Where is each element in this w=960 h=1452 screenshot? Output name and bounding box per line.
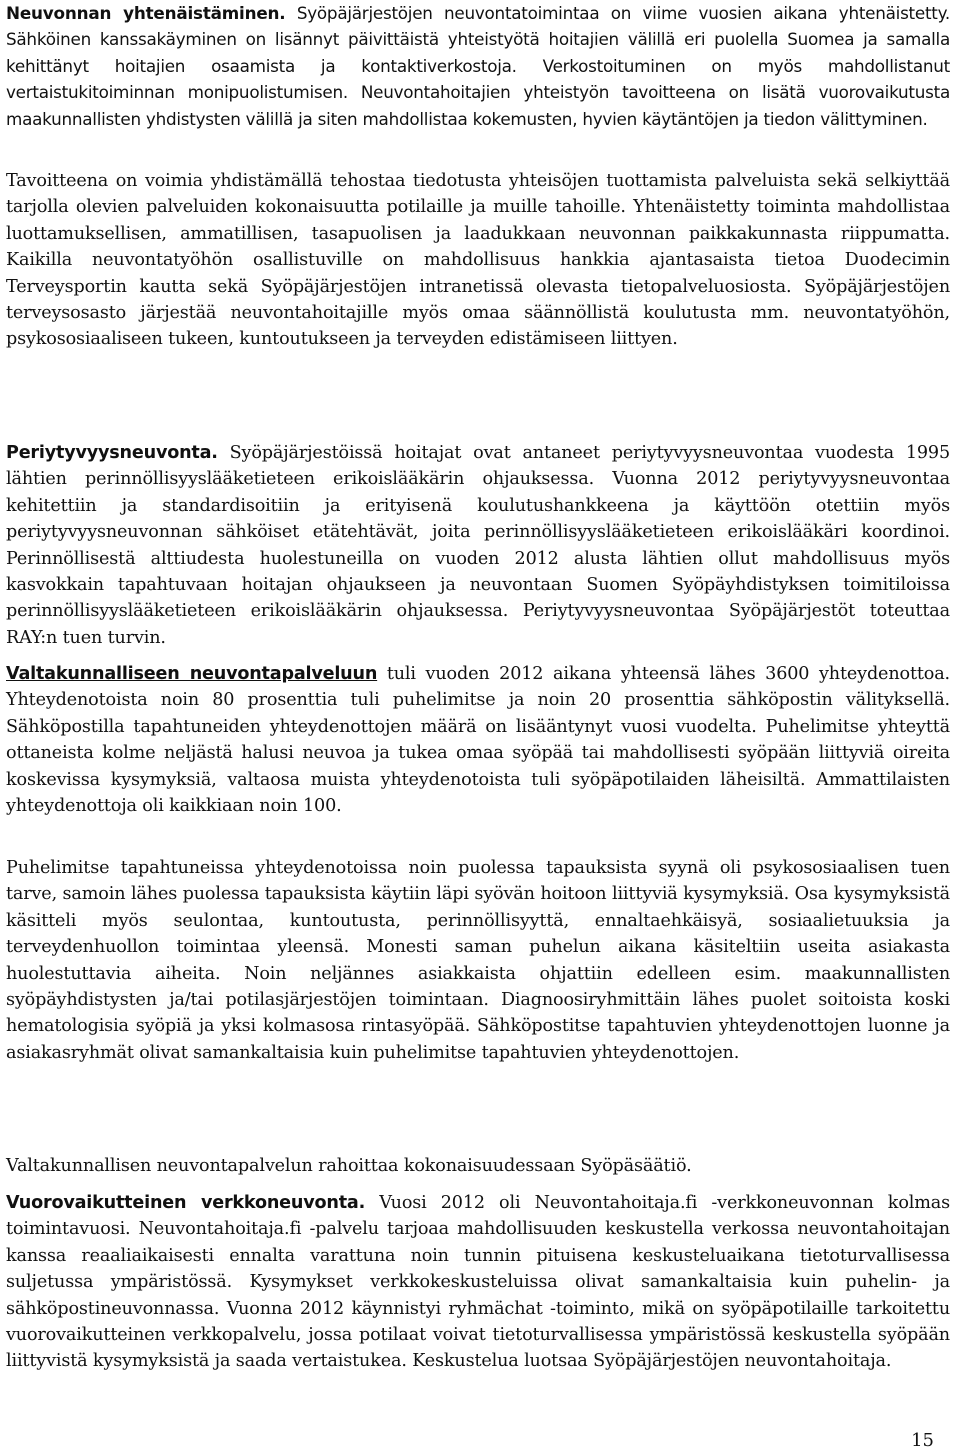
body-rahoitus: Valtakunnallisen neuvontapalvelun rahoittaa kokonaisuudessaan Syöpäsäätiö. bbox=[6, 1156, 692, 1176]
body-periytyvyys: Syöpäjärjestöissä hoitajat ovat antaneet periytyvyysneuvontaa vuodesta 1995 lähtien perinnöllisyyslääketieteen erikoislääkärin ohjauksessa. Vuonna 2012 periytyvyysneuvontaa kehitettiin ja standardisoitiin ja erityisenä koulutushankkeena ja käyttöön otettiin myös periytyvyysneuvonnan sähköiset etätehtävät, joita perinnöllisyyslääketieteen erikoislääkäri koordinoi. Perinnöllisestä alttiudesta huolestuneilla on vuoden 2012 alusta lähtien ollut mahdollisuus myös kasvokkain tapahtuvaan hoitajan ohjaukseen ja neuvontaan Suomen Syöpäyhdistyksen toimitiloissa perinnöllisyyslääketieteen erikoislääkärin ohjauksessa. Periytyvyysneuvontaa Syöpäjärjestöt toteuttaa RAY:n tuen turvin. bbox=[6, 443, 950, 648]
body-verkkoneuvonta: Vuosi 2012 oli Neuvontahoitaja.fi -verkkoneuvonnan kolmas toimintavuosi. Neuvontahoitaja.fi -palvelu tarjoaa mahdollisuuden keskustella verkossa neuvontahoitajan kanssa reaaliaikaisesti ennalta varattuna noin tunnin pituisena keskusteluaikana tietoturvallisessa suljetussa ympäristössä. Kysymykset verkkokeskusteluissa olivat samankaltaisia kuin puhelin- ja sähköpostineuvonnassa. Vuonna 2012 käynnistyi ryhmächat -toiminto, mikä on syöpäpotilaille tarkoitettu vuorovaikutteinen verkkopalvelu, jossa potilaat voivat tietoturvallisessa ympäristössä keskustella syöpään liittyvistä kysymyksistä ja saada vertaistukea. Keskustelua luotsaa Syöpäjärjestöjen neuvontahoitaja. bbox=[6, 1193, 950, 1372]
body-puhelimitse: Puhelimitse tapahtuneissa yhteydenotoissa noin puolessa tapauksista syynä oli psykososiaalisen tuen tarve, samoin lähes puolessa tapauksista käytiin läpi syövän hoitoon liittyviä kysymyksiä. Osa kysymyksistä käsitteli myös seulontaa, kuntoutusta, perinnöllisyyttä, ennaltaehkäisyä, sosiaalietuuksia ja terveydenhuollon toimintaa yleensä. Monesti saman puhelun aikana käsiteltiin useita asiakasta huolestuttavia aiheita. Noin neljännes asiakkaista ohjattiin edelleen esim. maakunnallisten syöpäyhdistysten ja/tai potilasjärjestöjen toimintaan. Diagnoosiryhmittäin lähes puolet soitoista koski hematologisia syöpiä ja yksi kolmasosa rintasyöpää. Sähköpostitse tapahtuvien yhteydenottojen luonne ja asiakasryhmät olivat samankaltaisia kuin puhelimitse tapahtuvien yhteydenottojen. bbox=[6, 858, 950, 1063]
body-valtakunnalliseen: tuli vuoden 2012 aikana yhteensä lähes 3600 yhteydenottoa. Yhteydenotoista noin 80 prosenttia tuli puhelimitse ja noin 20 prosenttia sähköpostin välityksellä. Sähköpostilla tapahtuneiden yhteydenottojen määrä on lisääntynyt vuosi vuodelta. Puhelimitse yhteyttä ottaneista kolme neljästä halusi neuvoa ja tukea omaa syöpää tai mahdollisesti syöpään liittyviä oireita koskevissa kysymyksiä, valtaosa muista yhteydenotoista tuli syöpäpotilaiden läheisiltä. Ammattilaisten yhteydenottoja oli kaikkiaan noin 100. bbox=[6, 664, 951, 817]
body-tavoitteena: Tavoitteena on voimia yhdistämällä tehostaa tiedotusta yhteisöjen tuottamista palveluista sekä selkiyttää tarjolla olevien palveluiden kokonaisuutta potilaille ja muille tahoille. Yhtenäistetty toiminta mahdollistaa luottamuksellisen, ammatillisen, tasapuolisen ja laadukkaan neuvonnan paikkakunnasta riippumatta. Kaikilla neuvontatyöhön osallistuville on mahdollisuus hankkia ajantasaista tietoa Duodecimin Terveysportin kautta sekä Syöpäjärjestöjen intranetissä olevasta tietopalveluosiosta. Syöpäjärjestöjen terveysosasto järjestää neuvontahoitajille myös omaa säännöllistä koulutusta mm. neuvontatyöhön, psykososiaaliseen tukeen, kuntoutukseen ja terveyden edistämiseen liittyen. bbox=[6, 171, 950, 350]
paragraph-rahoitus bbox=[6, 1153, 950, 1180]
paragraph-puhelimitse bbox=[6, 855, 950, 1145]
body-neuvonnan: Syöpäjärjestöjen neuvontatoimintaa on viime vuosien aikana yhtenäistetty. Sähköinen kanssakäyminen on lisännyt päivittäistä yhteistyötä hoitajien välillä eri puolella Suomea ja samalla kehittänyt hoitajien osaamista ja kontaktiverkostoja. Verkostoituminen on myös mahdollistanut vertaistukitoiminnan monipuolistumisen. Neuvontahoitajien yhteistyön tavoitteena on lisätä vuorovaikutusta maakunnallisten yhdistysten välillä ja siten mahdollistaa kokemusten, hyvien käytäntöjen ja tiedon välittyminen. bbox=[6, 3, 950, 129]
heading-valtakunnalliseen: Valtakunnalliseen neuvontapalveluun bbox=[6, 664, 378, 684]
heading-periytyvyys: Periytyvyysneuvonta. bbox=[6, 443, 218, 463]
page-number: 15 bbox=[911, 1430, 934, 1451]
heading-neuvonnan: Neuvonnan yhtenäistäminen. bbox=[6, 3, 286, 23]
paragraph-neuvonnan bbox=[6, 0, 950, 158]
heading-verkkoneuvonta: Vuorovaikutteinen verkkoneuvonta. bbox=[6, 1193, 366, 1213]
paragraph-valtakunnalliseen bbox=[6, 661, 950, 845]
document-page bbox=[6, 0, 950, 1375]
paragraph-periytyvyys bbox=[6, 440, 950, 651]
paragraph-verkkoneuvonta bbox=[6, 1190, 950, 1375]
paragraph-tavoitteena bbox=[6, 168, 950, 432]
